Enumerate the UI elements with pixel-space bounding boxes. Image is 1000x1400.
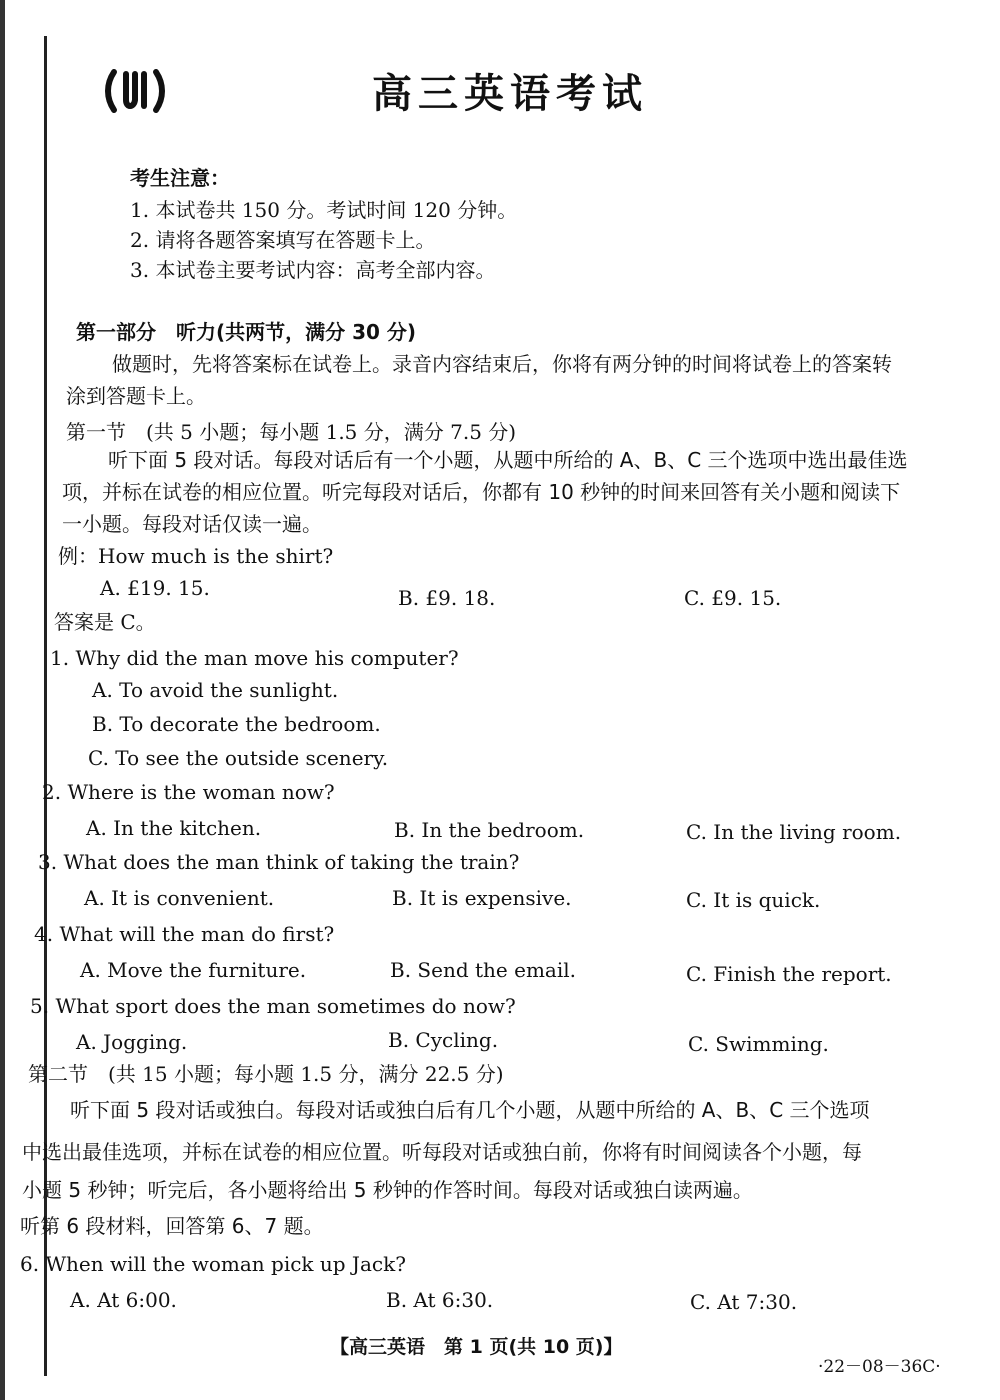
question-stem: 4. What will the man do first? bbox=[34, 922, 335, 946]
part1-intro: 涂到答题卡上。 bbox=[66, 384, 206, 408]
example-answer: 答案是 C。 bbox=[54, 610, 156, 634]
example-option-a: A. £19. 15. bbox=[100, 576, 210, 600]
part1-intro: 做题时，先将答案标在试卷上。录音内容结束后，你将有两分钟的时间将试卷上的答案转 bbox=[112, 352, 892, 376]
option-b: B. Send the email. bbox=[390, 958, 576, 982]
section2-intro: 小题 5 秒钟；听完后，各小题将给出 5 秒钟的作答时间。每段对话或独白读两遍。 bbox=[22, 1178, 753, 1202]
option-c: C. Swimming. bbox=[688, 1032, 829, 1056]
option-a: A. Move the furniture. bbox=[80, 958, 307, 982]
option-a: A. Jogging. bbox=[76, 1030, 188, 1054]
page-edge bbox=[0, 0, 5, 1400]
exam-code: ·22－08－36C· bbox=[818, 1357, 941, 1377]
section2-heading: 第二节 (共 15 小题；每小题 1.5 分，满分 22.5 分) bbox=[28, 1062, 504, 1086]
option-b: B. It is expensive. bbox=[392, 886, 572, 910]
section1-intro: 一小题。每段对话仅读一遍。 bbox=[62, 512, 322, 536]
notice-item: 2. 请将各题答案填写在答题卡上。 bbox=[130, 228, 436, 252]
question-stem: 1. Why did the man move his computer? bbox=[50, 646, 459, 670]
example-option-c: C. £9. 15. bbox=[684, 586, 782, 610]
option-b: B. In the bedroom. bbox=[394, 818, 585, 842]
option-c: C. To see the outside scenery. bbox=[88, 746, 389, 770]
section1-intro: 听下面 5 段对话。每段对话后有一个小题，从题中所给的 A、B、C 三个选项中选出最佳选 bbox=[108, 448, 908, 472]
section2-intro: 听下面 5 段对话或独白。每段对话或独白后有几个小题，从题中所给的 A、B、C 三个选项 bbox=[70, 1098, 870, 1122]
question-stem: 3. What does the man think of taking the train? bbox=[38, 850, 520, 874]
example-option-b: B. £9. 18. bbox=[398, 586, 496, 610]
question-stem: 5. What sport does the man sometimes do now? bbox=[30, 994, 516, 1018]
page-title: 高三英语考试 bbox=[372, 71, 648, 117]
part1-heading: 第一部分 听力(共两节，满分 30 分) bbox=[76, 320, 417, 344]
page-footer: 【高三英语 第 1 页(共 10 页)】 bbox=[330, 1336, 623, 1358]
option-b: B. At 6:30. bbox=[386, 1288, 494, 1312]
option-c: C. Finish the report. bbox=[686, 962, 892, 986]
option-b: B. Cycling. bbox=[388, 1028, 499, 1052]
section1-heading: 第一节 (共 5 小题；每小题 1.5 分，满分 7.5 分) bbox=[66, 420, 517, 444]
notice-item: 1. 本试卷共 150 分。考试时间 120 分钟。 bbox=[130, 198, 518, 222]
option-a: A. In the kitchen. bbox=[86, 816, 262, 840]
option-a: A. It is convenient. bbox=[84, 886, 275, 910]
material-instruction: 听第 6 段材料，回答第 6、7 题。 bbox=[20, 1214, 324, 1238]
option-c: C. At 7:30. bbox=[690, 1290, 798, 1314]
option-c: C. It is quick. bbox=[686, 888, 821, 912]
option-a: A. At 6:00. bbox=[70, 1288, 177, 1312]
publisher-logo-icon bbox=[104, 64, 166, 116]
question-stem: 2. Where is the woman now? bbox=[42, 780, 335, 804]
margin-rule bbox=[44, 36, 47, 1376]
option-b: B. To decorate the bedroom. bbox=[92, 712, 381, 736]
notice-heading: 考生注意： bbox=[130, 166, 230, 190]
option-a: A. To avoid the sunlight. bbox=[92, 678, 339, 702]
question-stem: 6. When will the woman pick up Jack? bbox=[20, 1252, 406, 1276]
example-question: 例：How much is the shirt? bbox=[58, 544, 334, 568]
section1-intro: 项，并标在试卷的相应位置。听完每段对话后，你都有 10 秒钟的时间来回答有关小题和阅读下 bbox=[62, 480, 901, 504]
option-c: C. In the living room. bbox=[686, 820, 902, 844]
notice-item: 3. 本试卷主要考试内容：高考全部内容。 bbox=[130, 258, 496, 282]
section2-intro: 中选出最佳选项，并标在试卷的相应位置。听每段对话或独白前，你将有时间阅读各个小题，每 bbox=[22, 1140, 862, 1164]
